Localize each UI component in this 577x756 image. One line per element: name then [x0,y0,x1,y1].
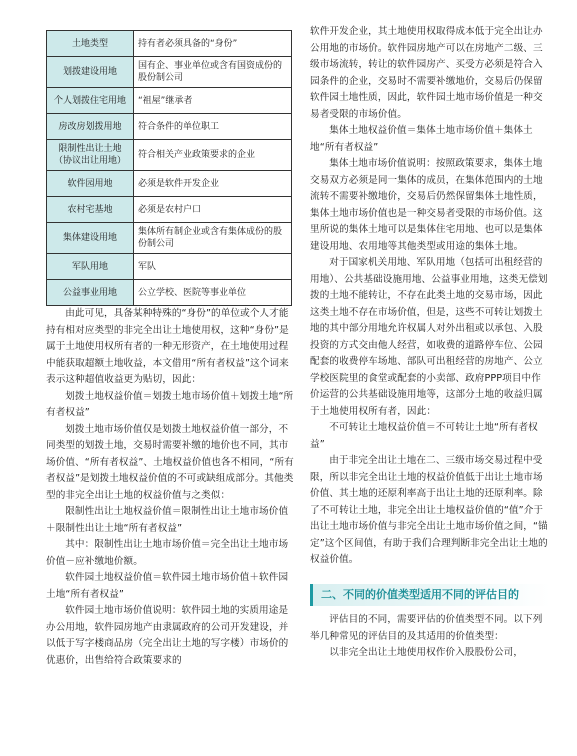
land-type-cell: 软件园用地 [47,171,134,197]
table-row [47,88,292,114]
right-paragraph: 集体土地市场价值说明：按照政策要求，集体土地交易双方必须是同一集体的成员，在集体范围内的土地流转不需要补缴地价，交易后仍然保留集体土地性质，集体土地市场价值也是一种交易者受限的市场价值。这里所说的集体土地可以是集体住宅用地、也可以是集体建设用地、农用地等其他类型或用途的集体土地。 [310,158,543,252]
holder-identity-cell: 国有企、事业单位或含有国资成份的股份制公司 [134,57,292,88]
table-row [47,254,292,280]
table-row [47,31,292,57]
section2-paragraph: 评估目的不同，需要评估的价值类型不同。以下列举几种常见的评估目的及其适用的价值类型： [310,614,543,642]
table-row [47,171,292,197]
land-type-cell: 公益事业用地 [47,280,134,306]
land-type-cell: 限制性出让土地（协议出让用地） [47,140,134,171]
holder-identity-cell: 符合条件的单位职工 [134,114,292,140]
table-row [47,197,292,223]
left-column-text [46,306,294,669]
section-heading: 二、不同的价值类型适用不同的评估目的 [310,584,550,606]
land-type-cell: 土地类型 [47,31,134,57]
land-type-cell: 农村宅基地 [47,197,134,223]
land-type-cell: 划拨建设用地 [47,57,134,88]
right-paragraph: 软件开发企业，其土地使用权取得成本低于完全出让办公用地的市场价。软件园房地产可以在房地产二级、三级市场流转，转让的软件园房产、买受方必须是符合入园条件的企业，交易时不需要补缴地价，交易后仍保留软件园土地性质，因此，软件园土地市场价值是一种交易者受限的市场价值。 [310,26,543,120]
left-paragraph: 其中：限制性出让土地市场价值＝完全出让土地市场价值－应补缴地价额。 [46,539,289,567]
table-row [47,140,292,171]
left-paragraph: 软件园土地市场价值说明：软件园土地的实质用途是办公用地，软件园房地产由隶属政府的公司开发建设，并以低于写字楼商品房（完全出让土地的写字楼）市场价的优惠价，出售给符合政策要求的 [46,605,289,666]
right-column-text [310,24,550,569]
right-paragraph: 对于国家机关用地、军队用地（包括可出租经营的用地）、公共基础设施用地、公益事业用地，这类无偿划拨的土地不能转让，不存在此类土地的交易市场，因此这类土地不存在市场价值，但是，这些不可转让划拨土地的其中部分用地允许权属人对外出租或以承包、入股投资的方式交由他人经营，如收费的道路停车位、公园配套的收费停车场地、部队可出租经营的房地产、公立学校医院里的食堂或配套的小卖部、政府PPP项目中作价运营的公共基础设施用地等，这部分土地的收益归属于土地使用权所有者，因此： [310,257,548,417]
holder-identity-cell: 符合相关产业政策要求的企业 [134,140,292,171]
section2-text [310,612,550,662]
table-row [47,223,292,254]
left-paragraph: 限制性出让土地权益价值＝限制性出让土地市场价值＋限制性出让土地“所有者权益” [46,506,289,534]
holder-identity-cell: “祖屋”继承者 [134,88,292,114]
left-paragraph: 划拨土地权益价值＝划拨土地市场价值＋划拨土地“所有者权益” [46,390,294,418]
right-paragraph: 集体土地权益价值＝集体土地市场价值＋集体土地“所有者权益” [310,125,533,153]
left-paragraph: 软件园土地权益价值＝软件园土地市场价值＋软件园土地“所有者权益” [46,572,289,600]
land-type-cell: 房改房划拨用地 [47,114,134,140]
table-row [47,280,292,306]
right-paragraph: 不可转让土地权益价值＝不可转让土地“所有者权益” [310,422,538,450]
table-row [47,114,292,140]
left-paragraph: 划拨土地市场价值仅是划拨土地权益价值一部分，不同类型的划拨土地，交易时需要补缴的地价也不同，其市场价值、“所有者权益”、土地权益价值也各不相同，“所有者权益”是划拨土地权益价值的不可或缺组成部分。其他类型的非完全出让土地的权益价值与之类似： [46,423,294,501]
holder-identity-cell: 集体所有制企业或含有集体成份的股份制公司 [134,223,292,254]
land-type-cell: 个人划拨住宅用地 [47,88,134,114]
land-type-cell: 军队用地 [47,254,134,280]
right-paragraph: 由于非完全出让土地在二、三级市场交易过程中受限，所以非完全出让土地的权益价值低于出让土地市场价值、其土地的还原利率高于出让土地的还原利率。除了不可转让土地，非完全出让土地权益价值的“值”介于出让土地市场价值与非完全出让土地市场价值之间，“锚定”这个区间值，有助于我们合理判断非完全出让土地的权益价值。 [310,455,548,565]
section2-paragraph: 以非完全出让土地使用权作价入股股份公司， [329,647,524,658]
holder-identity-cell: 军队 [134,254,292,280]
holder-identity-cell: 必须是软件开发企业 [134,171,292,197]
left-paragraph: 由此可见，具备某种特殊的“身份”的单位或个人才能持有相对应类型的非完全出让土地使用权，这种“身份”是属于土地使用权所有者的一种无形资产，在土地使用过程中能获取超额土地收益，本文借用“所有者权益”这个词来表示这种超值收益更为贴切，因此： [46,308,289,385]
land-type-table [46,30,292,306]
holder-identity-cell: 持有者必须具备的“身份” [134,31,292,57]
land-type-cell: 集体建设用地 [47,223,134,254]
table-row [47,57,292,88]
holder-identity-cell: 公立学校、医院等事业单位 [134,280,292,306]
holder-identity-cell: 必须是农村户口 [134,197,292,223]
